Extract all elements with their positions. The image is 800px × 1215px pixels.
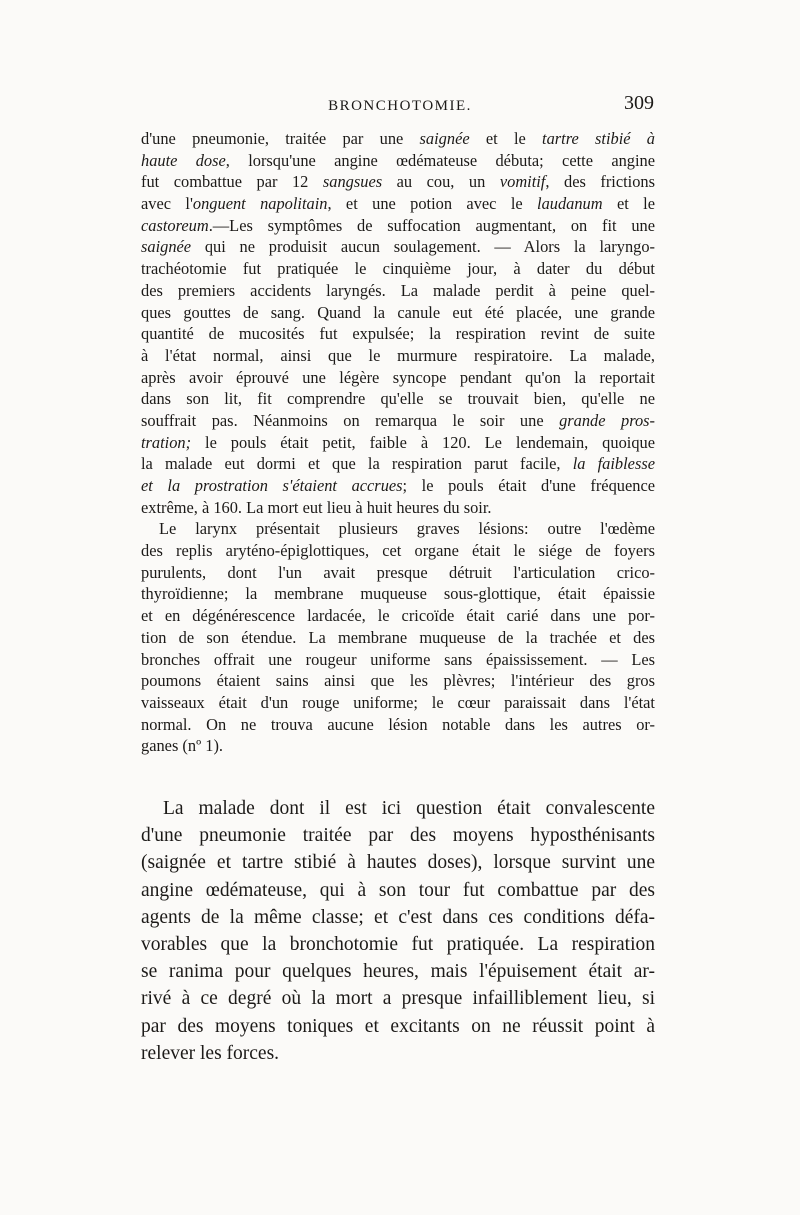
italic-run: la faiblesse bbox=[572, 454, 655, 474]
italic-run: saignée bbox=[419, 129, 470, 148]
italic-run: onguent napolitain bbox=[192, 194, 328, 214]
text-run: , lorsqu'une angine œdémateuse débuta; cette angine bbox=[225, 150, 656, 170]
text-line bbox=[141, 302, 655, 324]
text-run: au cou, un bbox=[382, 172, 500, 192]
text-run: Le larynx présentait plusieurs graves lésions: outre l'œdème bbox=[159, 519, 655, 539]
text-line bbox=[141, 193, 655, 215]
text-line: relever les forces. bbox=[141, 1042, 280, 1064]
text-line bbox=[141, 692, 655, 714]
italic-run: laudanum bbox=[537, 194, 603, 214]
text-run: poumons étaient sains ainsi que les plèvres; l'intérieur des gros bbox=[141, 671, 655, 691]
text-line bbox=[141, 497, 655, 519]
text-run: vaisseaux était d'un rouge uniforme; le cœur paraissait dans l'état bbox=[141, 692, 655, 712]
text-run: , et une potion avec le bbox=[327, 194, 538, 214]
text-run: avec l' bbox=[141, 194, 193, 214]
text-line bbox=[141, 388, 655, 410]
text-line bbox=[141, 367, 655, 389]
text-line: angine œdémateuse, qui à son tour fut combattue par des bbox=[141, 879, 655, 901]
text-run: d'une pneumonie, traitée par une bbox=[141, 129, 420, 148]
text-line bbox=[141, 128, 655, 150]
text-run: thyroïdienne; la membrane muqueuse sous-glottique, était épaissie bbox=[141, 584, 655, 604]
italic-run: et la prostration s'étaient accrues bbox=[141, 476, 403, 495]
text-line bbox=[141, 432, 655, 454]
text-line bbox=[141, 323, 655, 345]
running-title: BRONCHOTOMIE. bbox=[328, 98, 472, 114]
italic-run: castoreum bbox=[141, 215, 209, 235]
text-run: et en dégénérescence lardacée, le cricoïde était carié dans une por- bbox=[141, 606, 655, 626]
italic-run: tration; bbox=[141, 432, 192, 452]
text-run: quantité de mucosités fut expulsée; la respiration revint de suite bbox=[141, 324, 655, 344]
text-line: par des moyens toniques et excitants on ne réussit point à bbox=[141, 1015, 655, 1037]
text-line bbox=[141, 518, 655, 540]
text-run: des replis aryténo-épiglottiques, cet organe était le siége de foyers bbox=[141, 541, 655, 561]
text-run: tion de son étendue. La membrane muqueuse de la trachée et des bbox=[141, 627, 655, 647]
text-line: se ranima pour quelques heures, mais l'épuisement était ar- bbox=[141, 961, 655, 983]
text-line bbox=[141, 171, 655, 193]
text-run: le pouls était petit, faible à 120. Le lendemain, quoique bbox=[191, 432, 655, 452]
text-run: la malade eut dormi et que la respiration parut facile, bbox=[141, 454, 573, 474]
italic-run: grande pros- bbox=[559, 410, 655, 430]
text-line bbox=[141, 150, 655, 172]
text-run: normal. On ne trouva aucune lésion notable dans les autres or- bbox=[141, 714, 655, 734]
text-run: fut combattue par 12 bbox=[141, 172, 323, 192]
text-line bbox=[141, 670, 655, 692]
text-line bbox=[141, 280, 655, 302]
text-line bbox=[141, 258, 655, 280]
text-run: après avoir éprouvé une légère syncope pendant qu'on la reportait bbox=[141, 367, 655, 387]
text-line bbox=[141, 540, 655, 562]
text-run: ; le pouls était d'une fréquence bbox=[402, 476, 655, 495]
text-line bbox=[141, 627, 655, 649]
text-run: et le bbox=[469, 129, 543, 148]
text-line: d'une pneumonie traitée par des moyens hyposthénisants bbox=[141, 825, 655, 847]
text-run: purulents, dont l'un avait presque détruit l'articulation crico- bbox=[141, 562, 655, 582]
text-line bbox=[141, 562, 655, 584]
text-run: dans son lit, fit comprendre qu'elle se trouvait bien, qu'elle ne bbox=[141, 389, 655, 409]
text-run: .—Les symptômes de suffocation augmentant, on fit une bbox=[208, 215, 655, 235]
text-line bbox=[141, 475, 655, 497]
text-run: et le bbox=[602, 194, 656, 214]
text-run: extrême, à 160. La mort eut lieu à huit heures du soir. bbox=[141, 497, 492, 517]
text-line: La malade dont il est ici question était convalescente bbox=[163, 798, 655, 819]
text-line bbox=[141, 410, 655, 432]
text-run: , des frictions bbox=[545, 172, 655, 192]
text-run: des premiers accidents laryngés. La malade perdit à peine quel- bbox=[141, 280, 655, 300]
italic-run: haute dose bbox=[141, 150, 226, 170]
italic-run: saignée bbox=[141, 237, 192, 257]
italic-run: vomitif bbox=[499, 172, 546, 192]
text-run: bronches offrait une rougeur uniforme sans épaississement. — Les bbox=[141, 649, 655, 669]
italic-run: sangsues bbox=[322, 172, 383, 192]
text-line bbox=[141, 735, 655, 757]
text-line: agents de la même classe; et c'est dans ces conditions défa- bbox=[141, 906, 655, 928]
text-run: ganes (nº 1). bbox=[141, 736, 224, 756]
text-run: ques gouttes de sang. Quand la canule eut été placée, une grande bbox=[141, 302, 655, 322]
text-run: trachéotomie fut pratiquée le cinquième jour, à dater du début bbox=[141, 259, 655, 279]
text-line: rivé à ce degré où la mort a presque infailliblement lieu, si bbox=[141, 988, 655, 1010]
text-line bbox=[141, 583, 655, 605]
text-run: à l'état normal, ainsi que le murmure respiratoire. La malade, bbox=[141, 345, 655, 365]
commentary-paragraph bbox=[141, 795, 655, 1067]
text-line: (saignée et tartre stibié à hautes doses), lorsque survint une bbox=[141, 852, 655, 874]
text-line bbox=[141, 215, 655, 237]
text-line bbox=[141, 605, 655, 627]
italic-run: tartre stibié à bbox=[542, 129, 655, 148]
text-line: vorables que la bronchotomie fut pratiquée. La respiration bbox=[141, 933, 655, 955]
text-line bbox=[141, 714, 655, 736]
text-line bbox=[141, 453, 655, 475]
case-report-paragraphs bbox=[141, 128, 655, 757]
page-number: 309 bbox=[624, 92, 654, 114]
text-line bbox=[141, 236, 655, 258]
text-run: souffrait pas. Néanmoins on remarqua le soir une bbox=[141, 410, 560, 430]
text-line bbox=[141, 345, 655, 367]
text-line bbox=[141, 649, 655, 671]
text-run: qui ne produisit aucun soulagement. — Alors la laryngo- bbox=[191, 237, 655, 257]
